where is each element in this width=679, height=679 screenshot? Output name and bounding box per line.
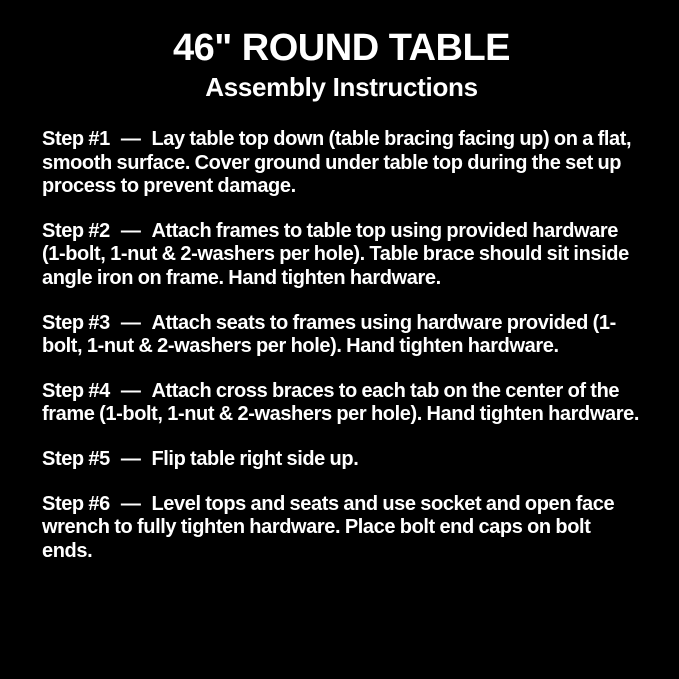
step-4-label: Step #4 [42,379,110,402]
step-2 [42,220,641,291]
step-3 [42,312,641,359]
step-5 [42,448,641,472]
step-1-dash: — [120,127,141,150]
step-4-text: Attach cross braces to each tab on the center of the frame (1-bolt, 1-nut & 2-washers per hole). Hand tighten hardware. [42,379,639,426]
step-6-text: Level tops and seats and use socket and open face wrench to fully tighten hardware. Place bolt end caps on bolt ends. [42,492,615,562]
step-6-dash: — [120,492,141,515]
step-3-dash: — [120,311,141,334]
step-2-text: Attach frames to table top using provided hardware (1-bolt, 1-nut & 2-washers per hole). Table brace should sit inside angle iron on frame. Hand tighten hardware. [42,219,629,289]
steps-list [42,128,641,563]
step-3-label: Step #3 [42,311,110,334]
step-5-label: Step #5 [42,447,110,470]
step-3-text: Attach seats to frames using hardware provided (1-bolt, 1-nut & 2-washers per hole). Hand tighten hardware. [42,311,616,358]
page-title: 46" ROUND TABLE [172,27,511,69]
step-2-label: Step #2 [42,219,110,242]
step-1-label: Step #1 [42,127,110,150]
step-6-label: Step #6 [42,492,110,515]
step-5-dash: — [120,447,141,470]
step-2-dash: — [120,219,141,242]
page-subtitle: Assembly Instructions [205,72,478,103]
step-4 [42,380,641,427]
step-1 [42,128,641,199]
step-5-text: Flip table right side up. [151,447,359,470]
step-4-dash: — [120,379,141,402]
step-1-text: Lay table top down (table bracing facing up) on a flat, smooth surface. Cover ground under table top during the set up process to prevent damage. [42,127,632,198]
step-6 [42,493,641,564]
